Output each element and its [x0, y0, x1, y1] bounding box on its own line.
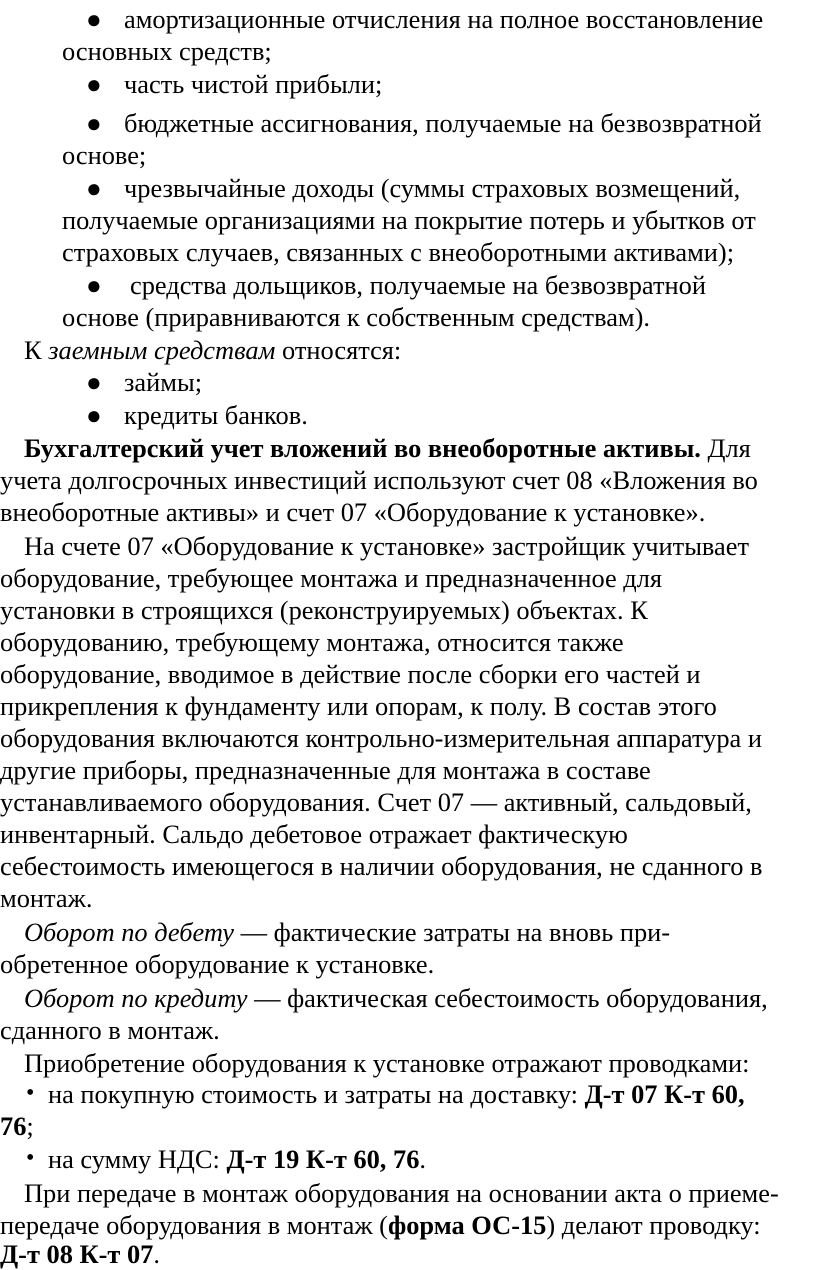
paragraph-line: другие приборы, предназначенные для монтажа в составе [0, 755, 651, 785]
paragraph-line: прикрепления к фундаменту или опорам, к полу. В состав этого [0, 691, 717, 721]
list-item-line: амортизационные отчисления на полное восстановление [124, 4, 764, 34]
list-item-line: чрезвычайные доходы (суммы страховых возмещений, [124, 173, 741, 203]
paragraph-line: обретенное оборудование к установке. [0, 949, 435, 979]
paragraph-line: сданного в монтаж. [0, 1015, 220, 1045]
paragraph-line: оборудование, требующее монтажа и предназначенное для [0, 563, 663, 593]
entry-line: на покупную стоимость и затраты на доставку: Д-т 07 К-т 60, [48, 1079, 745, 1109]
paragraph-line: внеоборотные активы» и счет 07 «Оборудование к установке». [0, 497, 706, 527]
list-item-line: основе; [62, 140, 147, 170]
list-item-line: средства дольщиков, получаемые на безвозвратной [130, 270, 706, 300]
entry-line: на сумму НДС: Д-т 19 К-т 60, 76. [48, 1144, 427, 1174]
paragraph-line: монтаж. [0, 883, 93, 913]
paragraph-line: При передаче в монтаж оборудования на основании акта о приеме- [24, 1178, 779, 1208]
form-code: форма ОС-15 [387, 1210, 547, 1240]
bullet-icon: ● [86, 70, 102, 99]
paragraph-line: На счете 07 «Оборудование к установке» застройщик учитывает [24, 531, 749, 561]
list-item-line: основных средств; [62, 36, 272, 66]
paragraph-line: Приобретение оборудования к установке отражают проводками: [24, 1048, 750, 1078]
entry-line: 76; [0, 1111, 34, 1141]
paragraph-line: передаче оборудования в монтаж (форма ОС-15) делают проводку: [0, 1210, 761, 1240]
paragraph-line: оборудования включаются контрольно-измерительная аппаратура и [0, 723, 762, 753]
paragraph-line: учета долгосрочных инвестиций используют счет 08 «Вложения во [0, 465, 758, 495]
list-item: кредиты банков. [124, 400, 308, 430]
entry-accounts: Д-т 07 К-т 60, [584, 1079, 745, 1109]
paragraph-line: оборудованию, требующему монтажа, относится также [0, 627, 624, 657]
bullet-icon: ● [86, 401, 102, 430]
debit-turnover-line: Оборот по дебету — фактические затраты на вновь при- [24, 917, 671, 947]
entry-accounts: Д-т 19 К-т 60, 76 [226, 1144, 420, 1174]
list-item-line: получаемые организациями на покрытие потерь и убытков от [62, 205, 756, 235]
list-item-line: бюджетные ассигнования, получаемые на безвозвратной [124, 108, 762, 138]
bullet-icon: ● [86, 368, 102, 397]
paragraph-line: себестоимость имеющегося в наличии оборудования, не сданного в [0, 851, 763, 881]
credit-turnover-line: Оборот по кредиту — фактическая себестоимость оборудования, [24, 983, 768, 1013]
bullet-icon: ● [86, 109, 102, 138]
list-item-line: основе (приравниваются к собственным средствам). [62, 302, 651, 332]
list-item: часть чистой прибыли; [124, 69, 383, 99]
paragraph-line: устанавливаемого оборудования. Счет 07 — активный, сальдовый, [0, 787, 752, 817]
paragraph-line: установки в строящихся (реконструируемых) объектах. К [0, 595, 648, 625]
bullet-icon: • [26, 1080, 35, 1106]
section-heading: Бухгалтерский учет вложений во внеоборотные активы. [24, 433, 701, 463]
bullet-icon: ● [86, 5, 102, 34]
entry-accounts: Д-т 08 К-т 07 [0, 1239, 154, 1269]
paragraph-line: инвентарный. Сальдо дебетовое отражает фактическую [0, 819, 628, 849]
bullet-icon: ● [86, 174, 102, 203]
paragraph-line: оборудование, вводимое в действие после сборки его частей и [0, 659, 701, 689]
paragraph-line: Д-т 08 К-т 07. [0, 1239, 160, 1269]
bullet-icon: ● [86, 271, 102, 300]
bullet-icon: • [26, 1145, 35, 1171]
section-heading-line: Бухгалтерский учет вложений во внеоборотные активы. Для [24, 433, 751, 463]
list-item: займы; [124, 367, 203, 397]
list-item-line: страховых случаев, связанных с внеоборотными активами); [62, 237, 735, 267]
borrowed-funds-line: К заемным средствам относятся: [24, 335, 402, 365]
